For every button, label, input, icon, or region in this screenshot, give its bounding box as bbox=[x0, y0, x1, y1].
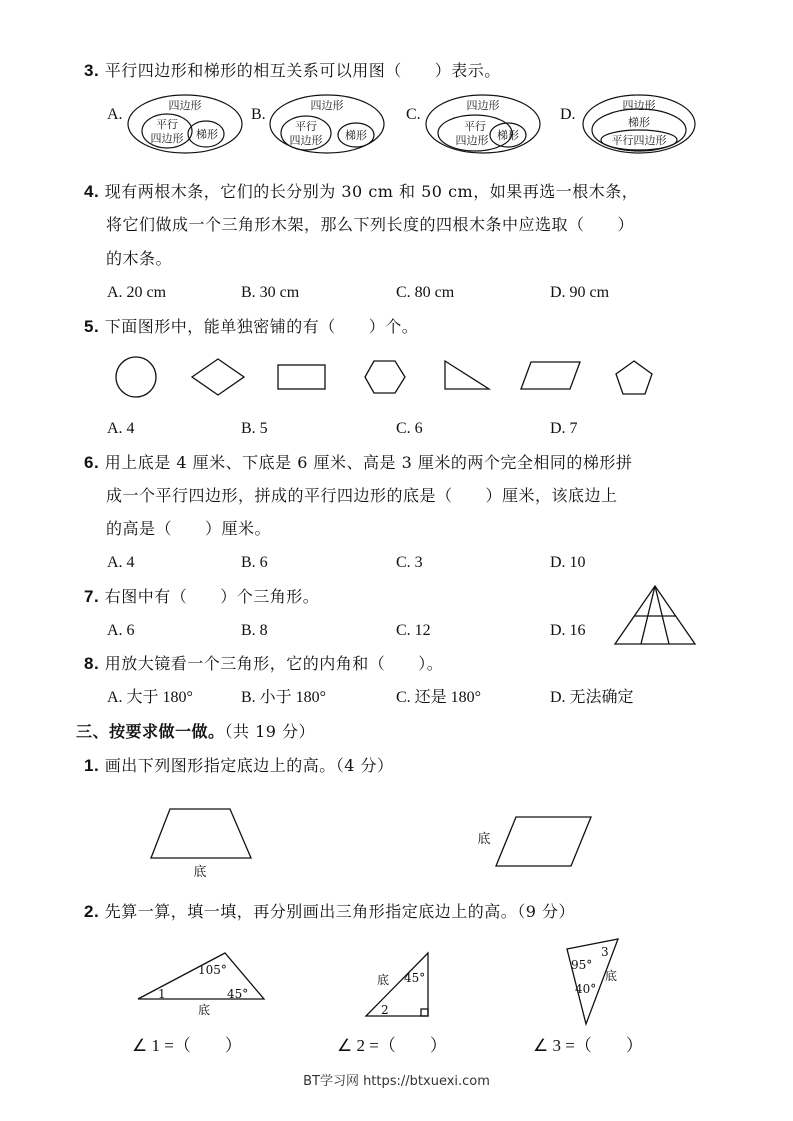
q6-stem-line-3: 的高是（ ）厘米。 bbox=[106, 519, 272, 538]
q3-venn-d bbox=[583, 95, 695, 153]
q5-shape-hexagon bbox=[365, 361, 405, 393]
s3q2-answer-2: ∠ 2 =（ ） bbox=[337, 1036, 447, 1055]
s3q1-parallelogram-base-label: 底 bbox=[477, 832, 491, 847]
s3q2-t2-angle: 45° bbox=[404, 971, 426, 985]
q8-number: 8. bbox=[84, 654, 100, 673]
q6-text-1: 用上底是 4 厘米、下底是 6 厘米、高是 3 厘米的两个完全相同的梯形拼 bbox=[104, 453, 633, 472]
q5-shape-rhombus bbox=[192, 359, 244, 395]
s3q1-parallelogram bbox=[496, 817, 591, 866]
q4-option-a: A. 20 cm bbox=[107, 284, 167, 301]
q4-option-b: B. 30 cm bbox=[241, 284, 300, 301]
q3-a-left-1: 平行 bbox=[156, 118, 178, 131]
q8-option-b: B. 小于 180° bbox=[241, 689, 327, 706]
q5-shape-parallelogram bbox=[521, 362, 580, 389]
q3-a-left-2: 四边形 bbox=[150, 132, 184, 145]
q3-venn-a bbox=[128, 95, 242, 153]
s3q2-text: 先算一算，填一填，再分别画出三角形指定底边上的高。（9 分） bbox=[104, 902, 576, 921]
s3q2-t1-angle-a: 105° bbox=[198, 963, 227, 977]
q3-option-b-label: B. bbox=[251, 106, 266, 123]
q3-c-left-1: 平行 bbox=[464, 120, 486, 133]
s3q1-trapezoid bbox=[151, 809, 251, 858]
q5-option-b: B. 5 bbox=[241, 420, 268, 437]
q6-option-c: C. 3 bbox=[396, 554, 423, 571]
q3-b-right: 梯形 bbox=[345, 129, 367, 142]
q3-venn-b bbox=[270, 95, 384, 153]
s3q2-t3-angle-a: 95° bbox=[571, 958, 593, 972]
q8-option-d: D. 无法确定 bbox=[550, 689, 634, 706]
section3-points: （共 19 分） bbox=[224, 722, 316, 741]
s3q2-t1-angle-b: 45° bbox=[227, 987, 249, 1001]
q7-triangle-figure bbox=[607, 582, 707, 652]
q3-number: 3. bbox=[84, 61, 100, 80]
q3-d-inner: 平行四边形 bbox=[611, 134, 667, 147]
q4-number: 4. bbox=[84, 182, 100, 201]
q7-option-c: C. 12 bbox=[396, 622, 431, 639]
q7-stem bbox=[84, 586, 319, 608]
s3q2-t1-angle-number: 1 bbox=[158, 987, 166, 1001]
footer-watermark: BT学习网 https://btxuexi.com bbox=[303, 1074, 490, 1089]
s3q1-number: 1. bbox=[84, 756, 100, 775]
q3-option-a-label: A. bbox=[107, 106, 123, 123]
q4-option-c: C. 80 cm bbox=[396, 284, 455, 301]
q5-number: 5. bbox=[84, 317, 100, 336]
q8-stem bbox=[84, 653, 443, 675]
q4-option-d: D. 90 cm bbox=[550, 284, 610, 301]
q3-option-d-label: D. bbox=[560, 106, 576, 123]
q5-shape-circle bbox=[116, 357, 156, 397]
q7-option-a: A. 6 bbox=[107, 622, 135, 639]
s3q2-t2-base-label: 底 bbox=[377, 973, 390, 987]
q8-option-c: C. 还是 180° bbox=[396, 689, 482, 706]
q7-option-d: D. 16 bbox=[550, 622, 586, 639]
q5-stem bbox=[84, 316, 418, 338]
q3-d-outer: 四边形 bbox=[622, 99, 656, 112]
s3q1-stem bbox=[84, 755, 394, 777]
q3-c-outer: 四边形 bbox=[466, 99, 500, 112]
q3-a-right: 梯形 bbox=[196, 128, 218, 141]
q8-option-a: A. 大于 180° bbox=[107, 689, 193, 706]
s3q2-t3-angle-number: 3 bbox=[601, 945, 609, 959]
q7-number: 7. bbox=[84, 587, 100, 606]
q3-a-outer: 四边形 bbox=[168, 99, 202, 112]
q5-option-d: D. 7 bbox=[550, 420, 578, 437]
q7-option-b: B. 8 bbox=[241, 622, 268, 639]
q5-text: 下面图形中，能单独密铺的有（ ）个。 bbox=[104, 317, 419, 336]
q3-b-left-2: 四边形 bbox=[289, 134, 323, 147]
s3q1-figures bbox=[0, 800, 793, 890]
s3q2-answer-3: ∠ 3 =（ ） bbox=[533, 1036, 643, 1055]
s3q1-trapezoid-base-label: 底 bbox=[193, 865, 207, 880]
q6-stem-line-2: 成一个平行四边形，拼成的平行四边形的底是（ ）厘米，该底边上 bbox=[106, 486, 618, 505]
q3-b-left-1: 平行 bbox=[295, 120, 317, 133]
q8-text: 用放大镜看一个三角形，它的内角和（ ）。 bbox=[104, 654, 444, 673]
q5-shape-rectangle bbox=[278, 365, 325, 389]
s3q2-stem bbox=[84, 901, 575, 923]
s3q2-t1-base-label: 底 bbox=[197, 1003, 211, 1017]
q3-stem bbox=[84, 60, 501, 82]
s3q1-text: 画出下列图形指定底边上的高。（4 分） bbox=[104, 756, 394, 775]
q3-d-middle: 梯形 bbox=[628, 116, 650, 129]
q4-text-1: 现有两根木条，它们的长分别为 30 cm 和 50 cm，如果再选一根木条， bbox=[104, 182, 639, 201]
s3q2-t3-angle-b: 40° bbox=[575, 982, 597, 996]
q4-stem-line-2: 将它们做成一个三角形木架，那么下列长度的四根木条中应选取（ ） bbox=[106, 215, 635, 234]
s3q2-number: 2. bbox=[84, 902, 100, 921]
s3q2-triangles bbox=[0, 932, 793, 1032]
section3-heading bbox=[76, 721, 315, 743]
q6-stem-line-1 bbox=[84, 452, 632, 474]
q6-option-d: D. 10 bbox=[550, 554, 586, 571]
q3-venn-diagrams bbox=[0, 90, 793, 270]
q3-c-left-2: 四边形 bbox=[455, 134, 489, 147]
s3q2-answer-1: ∠ 1 =（ ） bbox=[132, 1036, 242, 1055]
s3q2-t2-angle-number: 2 bbox=[381, 1003, 389, 1017]
q5-shape-pentagon bbox=[616, 361, 652, 394]
s3q2-t3-base-label: 底 bbox=[605, 969, 618, 983]
q4-stem-line-1 bbox=[84, 181, 638, 203]
s3q2-right-angle-mark bbox=[421, 1009, 428, 1016]
q6-option-b: B. 6 bbox=[241, 554, 268, 571]
q4-stem-line-3: 的木条。 bbox=[106, 249, 173, 268]
q3-option-c-label: C. bbox=[406, 106, 421, 123]
q3-venn-c bbox=[426, 95, 540, 153]
q3-b-outer: 四边形 bbox=[310, 99, 344, 112]
q3-c-right: 梯形 bbox=[497, 129, 519, 142]
q5-shape-right-triangle bbox=[445, 361, 489, 389]
q5-option-c: C. 6 bbox=[396, 420, 423, 437]
q6-number: 6. bbox=[84, 453, 100, 472]
q7-text: 右图中有（ ）个三角形。 bbox=[104, 587, 320, 606]
q3-text: 平行四边形和梯形的相互关系可以用图（ ）表示。 bbox=[104, 61, 501, 80]
q6-option-a: A. 4 bbox=[107, 554, 135, 571]
section3-title: 三、按要求做一做。 bbox=[76, 722, 225, 741]
q5-option-a: A. 4 bbox=[107, 420, 135, 437]
q5-shapes bbox=[0, 348, 793, 408]
